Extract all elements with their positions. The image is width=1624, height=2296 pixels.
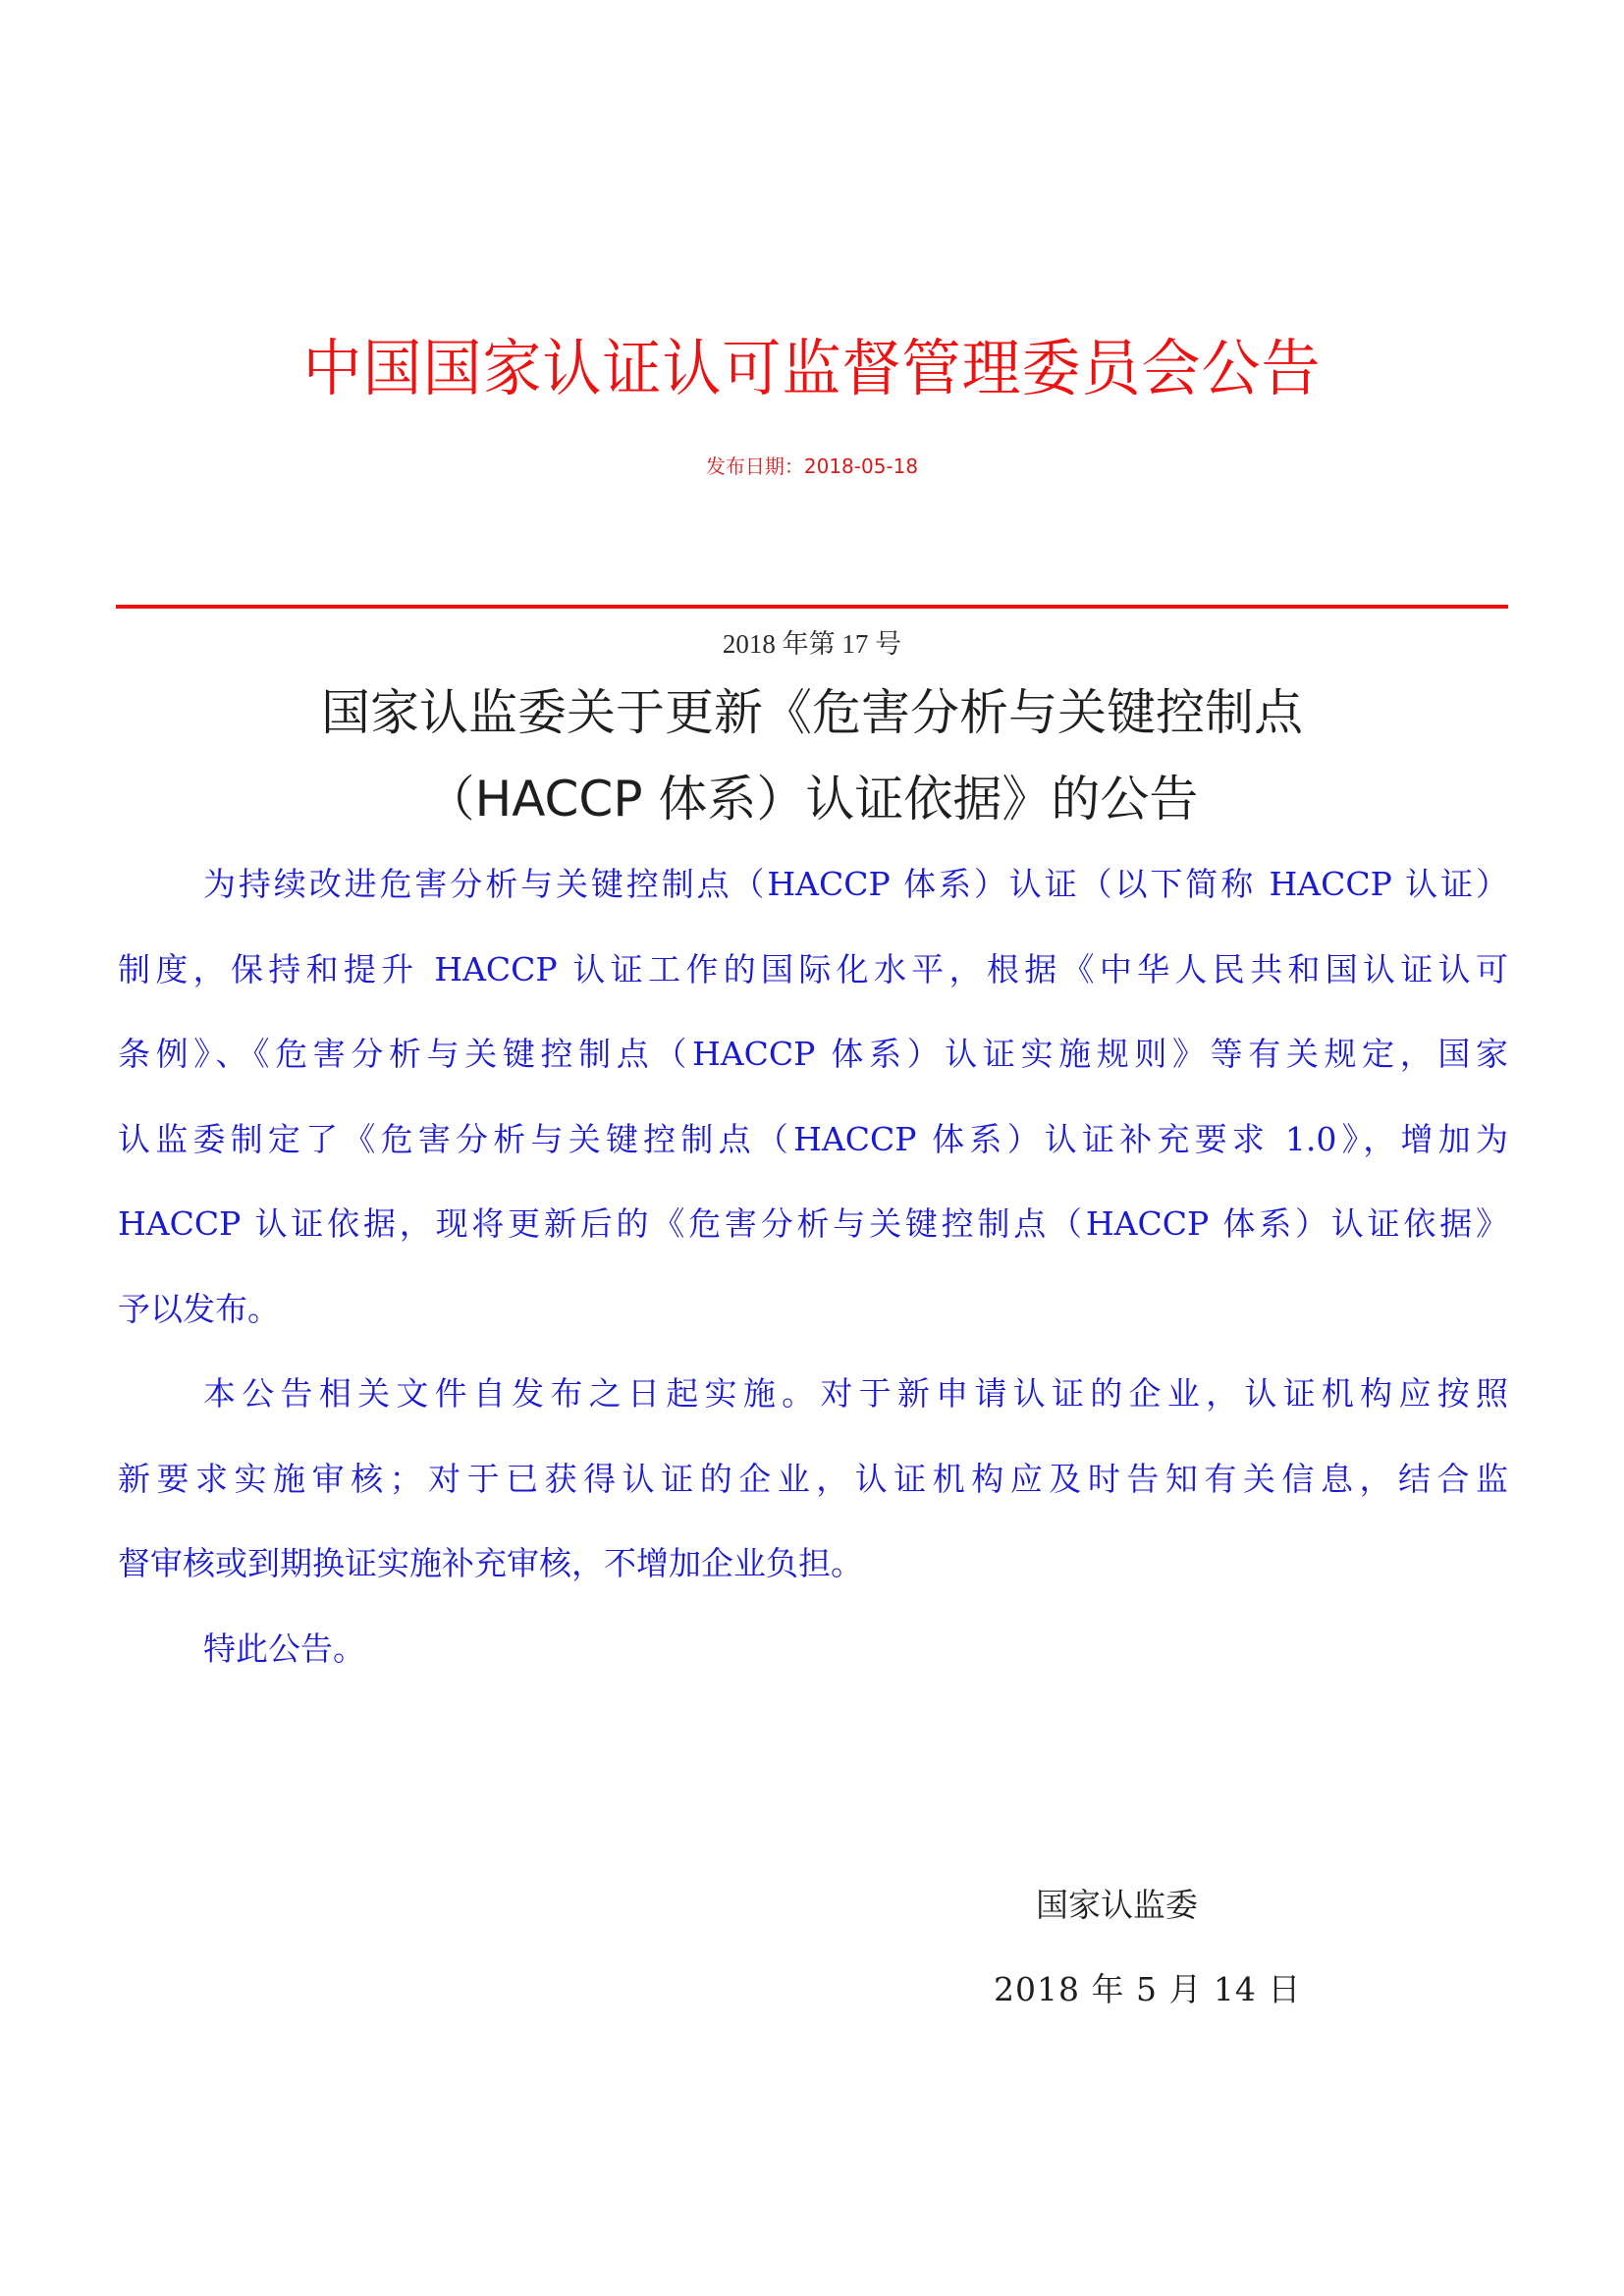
body-paragraph-1-line-5: HACCP 认证依据，现将更新后的《危害分析与关键控制点（HACCP 体系）认证依据》 xyxy=(118,1204,1508,1243)
document-body xyxy=(118,862,1508,1711)
publish-date: 发布日期：2018-05-18 xyxy=(705,454,919,478)
body-paragraph-2-line-3: 督审核或到期换证实施补充审核，不增加企业负担。 xyxy=(118,1544,863,1582)
body-paragraph-1-line-4: 认监委制定了《危害分析与关键控制点（HACCP 体系）认证补充要求 1.0》，增加为 xyxy=(118,1119,1508,1158)
red-divider-rule xyxy=(116,605,1508,609)
document-heading-line-2: （HACCP 体系）认证依据》的公告 xyxy=(425,771,1199,828)
masthead-title: 中国国家认证认可监督管理委员会公告 xyxy=(302,333,1322,405)
document-heading-line-1: 国家认监委关于更新《危害分析与关键控制点 xyxy=(321,684,1303,741)
body-paragraph-1-line-2: 制度，保持和提升 HACCP 认证工作的国际化水平，根据《中华人民共和国认证认可 xyxy=(118,949,1508,988)
document-number: 2018 年第 17 号 xyxy=(722,629,902,659)
body-paragraph-3-closing: 特此公告。 xyxy=(203,1629,365,1668)
body-paragraph-2-line-1: 本公告相关文件自发布之日起实施。对于新申请认证的企业，认证机构应按照 xyxy=(203,1374,1508,1413)
body-paragraph-1-line-1: 为持续改进危害分析与关键控制点（HACCP 体系）认证（以下简称 HACCP 认证） xyxy=(203,865,1508,903)
body-paragraph-1-line-3: 条例》、《危害分析与关键控制点（HACCP 体系）认证实施规则》等有关规定，国家 xyxy=(118,1035,1508,1073)
signature-organization: 国家认监委 xyxy=(1036,1886,1198,1924)
signature-date: 2018 年 5 月 14 日 xyxy=(994,1970,1302,2008)
body-paragraph-2-line-2: 新要求实施审核；对于已获得认证的企业，认证机构应及时告知有关信息，结合监 xyxy=(118,1459,1508,1498)
body-paragraph-1-line-6: 予以发布。 xyxy=(118,1289,280,1328)
